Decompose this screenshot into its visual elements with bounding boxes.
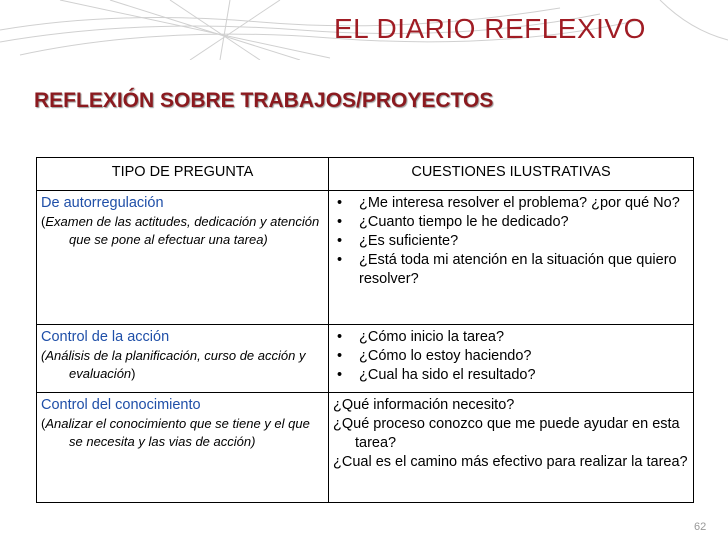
- question-type-cell: [37, 393, 329, 503]
- question-list: [337, 194, 689, 289]
- table-row: [37, 325, 694, 393]
- list-item: • ¿Cómo lo estoy haciendo?: [337, 348, 532, 364]
- category-description: (Analizar el conocimiento que se tiene y el que se necesita y las vias de acción): [41, 416, 310, 449]
- category-label: Control de la acción: [41, 329, 170, 345]
- question-type-cell: [37, 325, 329, 393]
- table-row: [37, 191, 694, 325]
- bullet-icon: •: [337, 233, 343, 249]
- page-number: 62: [694, 521, 707, 533]
- list-item: • ¿Es suficiente?: [337, 233, 459, 249]
- bullet-icon: •: [337, 329, 343, 345]
- questions-cell: [329, 393, 694, 503]
- question-text: ¿Qué información necesito?: [333, 397, 515, 413]
- list-item: • ¿Cual ha sido el resultado?: [337, 367, 536, 383]
- question-table: [36, 157, 694, 503]
- questions-cell: [329, 325, 694, 393]
- category-label: De autorregulación: [41, 195, 164, 211]
- category-label: Control del conocimiento: [41, 397, 201, 413]
- question-list: [337, 328, 689, 385]
- questions-cell: [329, 191, 694, 325]
- table-header-row: [37, 158, 694, 191]
- column-header: CUESTIONES ILUSTRATIVAS: [329, 158, 694, 191]
- question-text: ¿Qué proceso conozco que me puede ayudar en esta tarea?: [333, 416, 680, 451]
- column-header: TIPO DE PREGUNTA: [37, 158, 329, 191]
- table-row: [37, 393, 694, 503]
- bullet-icon: •: [337, 348, 343, 364]
- bullet-icon: •: [337, 195, 343, 211]
- category-description: (Examen de las actitudes, dedicación y atención que se pone al efectuar una tarea): [41, 214, 320, 247]
- list-item: • ¿Está toda mi atención en la situación que quiero resolver?: [337, 252, 677, 287]
- list-item: • ¿Cuanto tiempo le he dedicado?: [337, 214, 569, 230]
- bullet-icon: •: [337, 367, 343, 383]
- bullet-icon: •: [337, 214, 343, 230]
- page-title: EL DIARIO REFLEXIVO: [334, 13, 646, 44]
- question-type-cell: [37, 191, 329, 325]
- section-subtitle: REFLEXIÓN SOBRE TRABAJOS/PROYECTOS: [34, 89, 494, 112]
- list-item: • ¿Cómo inicio la tarea?: [337, 329, 505, 345]
- question-text: ¿Cual es el camino más efectivo para realizar la tarea?: [333, 454, 688, 470]
- list-item: • ¿Me interesa resolver el problema? ¿por qué No?: [337, 195, 680, 211]
- category-description: (Análisis de la planificación, curso de acción y evaluación): [41, 348, 306, 381]
- bullet-icon: •: [337, 252, 343, 268]
